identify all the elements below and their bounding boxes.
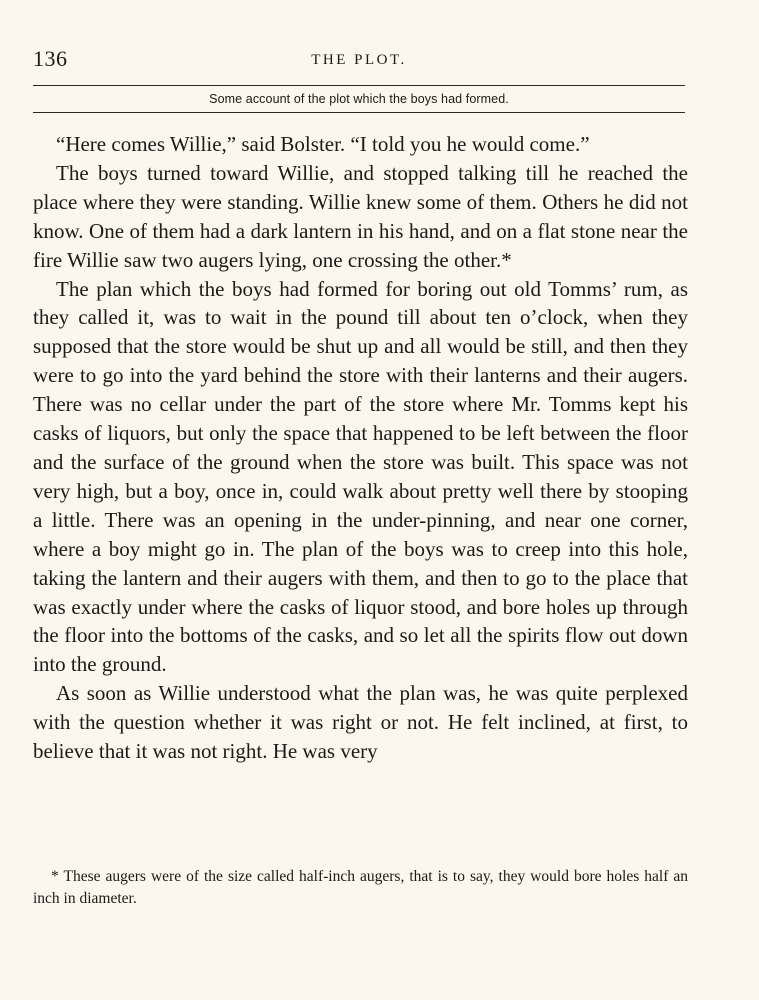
header-rule-top [33,85,685,86]
footnote-text: * These augers were of the size called half-inch augers, that is to say, they would bore holes half an inch in diameter. [33,868,688,907]
section-subheading: Some account of the plot which the boys had formed. [209,92,509,106]
page-header [33,46,685,76]
body-text [33,130,688,766]
footnote [33,866,688,910]
paragraph: As soon as Willie understood what the plan was, he was quite perplexed with the question whether it was right or not. He felt inclined, at first, to believe that it was not right. He was very [33,681,688,764]
running-head: THE PLOT. [311,52,407,68]
page-number: 136 [33,46,68,71]
paragraph: The plan which the boys had formed for boring out old Tomms’ rum, as they called it, was to wait in the pound till about ten o’clock, when they supposed that the store would be shut up and all would be still, and then they were to go into the yard behind the store with their lanterns and their augers. There was no cellar under the part of the store where Mr. Tomms kept his casks of liquors, but only the space that happened to be left between the floor and the surface of the ground when the store was built. This space was not very high, but a boy, once in, could walk about pretty well there by stooping a little. There was an opening in the under-pinning, and near one corner, where a boy might go in. The plan of the boys was to creep into this hole, taking the lantern and their augers with them, and then to go to the place that was exactly under where the casks of liquor stood, and bore holes up through the floor into the bottoms of the casks, and so let all the spirits flow out down into the ground. [33,276,688,677]
paragraph: “Here comes Willie,” said Bolster. “I told you he would come.” [56,132,590,156]
paragraph: The boys turned toward Willie, and stopped talking till he reached the place where they were standing. Willie knew some of them. Others he did not know. One of them had a dark lantern in his hand, and on a flat stone near the fire Willie saw two augers lying, one crossing the other.* [33,160,688,272]
header-rule-bottom [33,112,685,113]
